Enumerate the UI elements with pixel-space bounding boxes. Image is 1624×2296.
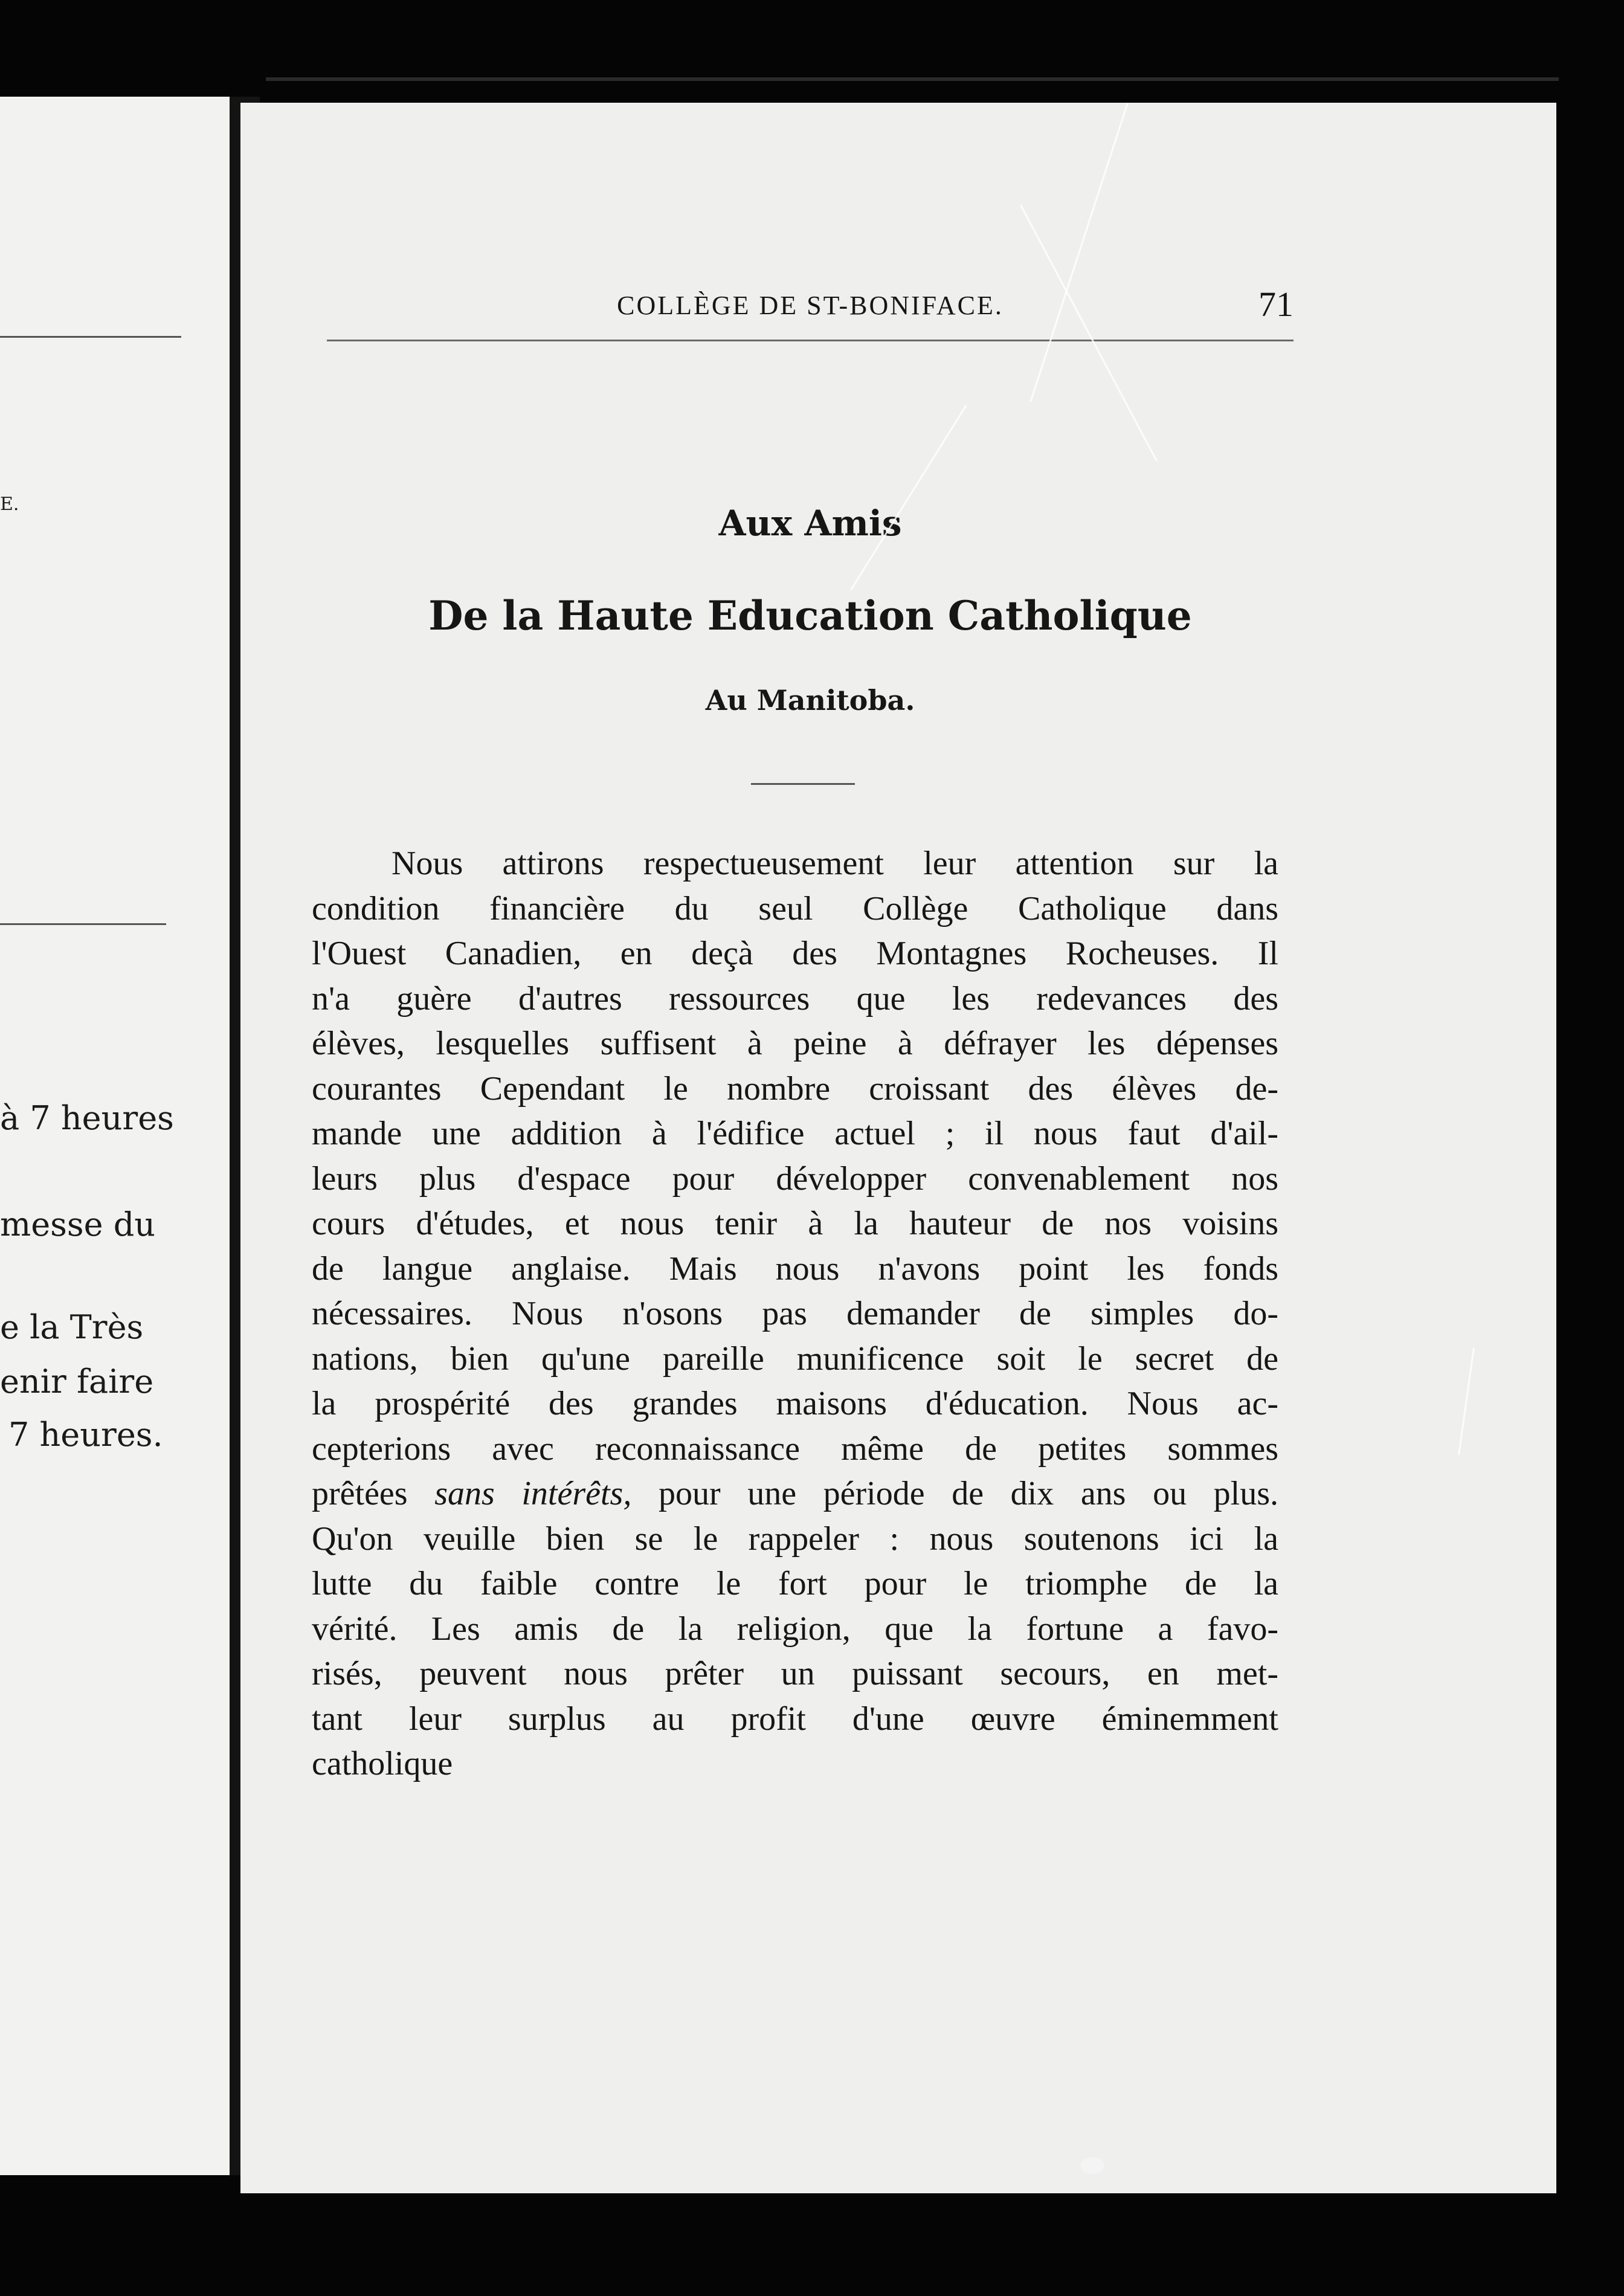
text-line: lutte du faible contre le fort pour le triomphe de la — [312, 1565, 1278, 1602]
text-line: la prospérité des grandes maisons d'éducation. Nous ac- — [312, 1385, 1278, 1422]
heading-line-1: Aux Amis — [718, 503, 902, 544]
left-fragment-1: E. — [0, 494, 19, 515]
text-line: cepterions avec reconnaissance même de petites sommes — [312, 1430, 1278, 1468]
text-line: catholique — [312, 1745, 453, 1782]
running-head-rule — [327, 340, 1294, 341]
film-scratch — [1020, 205, 1158, 462]
left-fragment-3: messe du — [0, 1205, 156, 1243]
heading-separator-rule — [751, 783, 855, 785]
text-line: courantes Cependant le nombre croissant des élèves de- — [312, 1069, 1278, 1108]
left-page-head-rule — [0, 336, 181, 338]
heading-line-3: Au Manitoba. — [705, 684, 915, 717]
text-line-with-italics — [312, 1471, 1278, 1517]
book-page — [240, 103, 1556, 2193]
text-line: nations, bien qu'une pareille munificence soit le secret de — [312, 1340, 1278, 1378]
left-fragment-4: e la Très — [0, 1308, 144, 1346]
text-line: Qu'on veuille bien se le rappeler : nous soutenons ici la — [312, 1520, 1278, 1558]
text-line: n'a guère d'autres ressources que les redevances des — [312, 979, 1278, 1017]
text-line: Nous attirons respectueusement leur attention sur la — [392, 845, 1278, 882]
previous-page-fragment — [0, 97, 245, 2175]
text-line: de langue anglaise. Mais nous n'avons point les fonds — [312, 1250, 1278, 1288]
text-segment: prêtées — [312, 1475, 408, 1512]
dust-speck — [1080, 2157, 1104, 2174]
page-number: 71 — [1258, 285, 1294, 324]
text-line: nécessaires. Nous n'osons pas demander de simples do- — [312, 1295, 1278, 1332]
text-line: tant leur surplus au profit d'une œuvre éminemment — [312, 1700, 1278, 1738]
text-line: élèves, lesquelles suffisent à peine à défrayer les dépenses — [312, 1025, 1278, 1062]
left-fragment-2: à 7 heures — [0, 1099, 174, 1137]
italic-phrase: sans intérêts, — [434, 1475, 632, 1512]
text-line: l'Ouest Canadien, en deçà des Montagnes Rocheuses. Il — [312, 935, 1278, 972]
text-line: cours d'études, et nous tenir à la hauteur de nos voisins — [312, 1205, 1278, 1242]
film-scratch — [850, 405, 967, 590]
left-fragment-6: 7 heures. — [8, 1416, 163, 1454]
text-segment: pour une période de dix ans ou plus. — [658, 1475, 1279, 1512]
film-scratch — [1458, 1347, 1475, 1456]
running-head — [327, 284, 1294, 326]
left-fragment-5: enir faire — [0, 1362, 154, 1401]
text-line: vérité. Les amis de la religion, que la fortune a favo- — [312, 1610, 1278, 1648]
heading-line-2: De la Haute Education Catholique — [428, 592, 1192, 639]
running-title: COLLÈGE DE ST-BONIFACE. — [617, 291, 1004, 320]
scan-frame-edge — [266, 77, 1559, 81]
left-page-rule — [0, 923, 166, 925]
text-line: risés, peuvent nous prêter un puissant secours, en met- — [312, 1655, 1278, 1692]
body-paragraph — [312, 841, 1278, 1787]
text-line: condition financière du seul Collège Catholique dans — [312, 889, 1278, 927]
text-line: mande une addition à l'édifice actuel ; il nous faut d'ail- — [312, 1115, 1278, 1152]
text-line: leurs plus d'espace pour développer convenablement nos — [312, 1159, 1278, 1198]
